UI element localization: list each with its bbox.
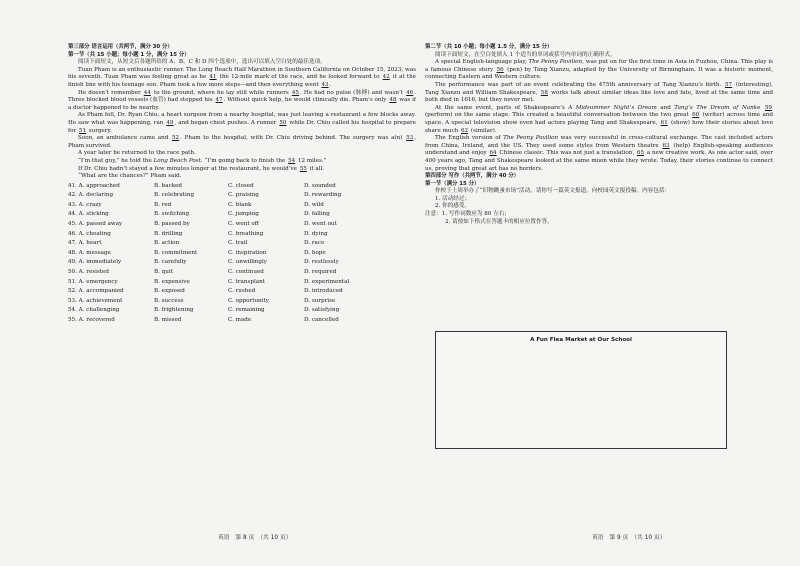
blank-54[interactable]: 54 (288, 157, 296, 164)
option-row (68, 278, 416, 288)
text-run: (perform) on the same stage. This created a beautiful conversation between the two great (425, 112, 692, 119)
text-run: was very successful in cross-cultural exchange. The cast included actors from China, Ireland, and the US. They used some styles from Western theatre (425, 135, 773, 149)
answer-option[interactable]: D. experimental (304, 278, 350, 285)
blank-43[interactable]: 43 (321, 81, 329, 88)
writing-section-title: 第一节（满分 15 分） (425, 180, 480, 187)
answer-option[interactable]: B. commitment (154, 249, 198, 256)
text-run: (writer) across time and space. A special television show even had actors playing Tang and Shakespeare, (425, 112, 773, 126)
section2-title: 第二节（共 10 小题；每小题 1.5 分，满分 15 分） (425, 44, 553, 50)
writing-note: 2. 请按如下格式在答题卡的相应位置作答。 (445, 218, 553, 225)
answer-option[interactable]: D. wild (304, 201, 324, 208)
answer-option[interactable]: 48. A. message (68, 249, 111, 256)
text-run: and (656, 104, 675, 111)
answer-option[interactable]: B. frightening (154, 307, 194, 314)
text-run: The Peony Pavilion (503, 135, 559, 142)
answer-option[interactable]: D. sounded (304, 182, 336, 189)
answer-option[interactable]: B. celebrating (154, 192, 195, 199)
left-page (68, 44, 416, 326)
blank-59[interactable]: 59 (764, 104, 772, 111)
blank-45[interactable]: 45 (291, 89, 299, 96)
answer-option[interactable]: D. falling (304, 211, 330, 218)
option-row (68, 306, 416, 316)
option-row (68, 230, 416, 240)
answer-option[interactable]: C. trail (228, 240, 248, 247)
answer-option[interactable]: 55. A. recovered (68, 317, 115, 323)
option-row (68, 220, 416, 230)
text-run: If Dr. Chiu hadn’t stayed a few minutes longer at the restaurant, he would’ve (78, 165, 299, 172)
text-run: The Peony Pavilion (528, 59, 583, 66)
option-row (68, 258, 416, 268)
text-run: 1. 写作词数应为 80 左右； (441, 211, 510, 218)
option-row (68, 297, 416, 307)
text-run: A special English-language play, (435, 59, 529, 66)
answer-option[interactable]: C. blank (228, 201, 252, 208)
blank-50[interactable]: 50 (279, 119, 287, 126)
answer-option[interactable]: B. carefully (154, 259, 187, 266)
answer-option[interactable]: C. unwillingly (228, 259, 267, 266)
text-run: (show) how their stories about love share much (425, 119, 773, 134)
answer-option[interactable]: 52. A. accompanied (68, 288, 124, 295)
text-run: (pen) by Tang Xianzu, adapted by the University of Birmingham. It was a historic moment, connecting Eastern and Western culture. (425, 66, 773, 81)
option-row (68, 210, 416, 220)
options-list (68, 182, 416, 326)
answer-option[interactable]: B. exposed (154, 288, 185, 295)
text-run: The English version of (435, 135, 504, 142)
part3-title: 第三部分 语言运用（共两节，满分 30 分） (68, 44, 173, 50)
answer-option[interactable]: 43. A. crazy (68, 201, 102, 208)
blank-49[interactable]: 49 (166, 119, 174, 126)
text-run: . Pham survived. (68, 135, 416, 149)
text-run: Soon, an ambulance came and (78, 135, 171, 142)
answer-option[interactable]: D. required (304, 269, 337, 276)
answer-option[interactable]: D. race (304, 240, 325, 247)
text-run: to the ground, where he lay still while runners (151, 89, 291, 96)
passage-paragraph (425, 105, 773, 135)
passage-paragraph (68, 67, 416, 90)
right-page (425, 44, 773, 226)
option-row (68, 268, 416, 278)
text-run: “I’m that guy,” he told the (78, 157, 154, 164)
answer-option[interactable]: C. praising (228, 192, 259, 199)
text-run: 注意： (425, 211, 442, 218)
answer-option[interactable]: C. made (228, 317, 252, 323)
option-row (68, 201, 416, 211)
answer-option[interactable]: 44. A. sticking (68, 211, 109, 218)
answer-option[interactable]: C. remaining (228, 307, 265, 314)
answer-option[interactable]: C. jumping (228, 211, 259, 218)
text-run: works talk about similar ideas like love and fate, lived at the same time and both died in 1616, but they never met. (425, 89, 774, 104)
answer-option[interactable]: C. closed (228, 182, 254, 189)
writing-point: 2. 你的感受。 (435, 203, 471, 210)
answer-option[interactable]: D. went out (304, 221, 337, 228)
passage-paragraph (68, 135, 416, 150)
answer-option[interactable]: B. quit (154, 269, 173, 276)
text-run: was if a doctor happened to be nearby. (68, 97, 416, 111)
blank-60[interactable]: 60 (692, 112, 700, 119)
passage-paragraph: A year later he returned to the race path. (78, 150, 196, 157)
blank-65[interactable]: 65 (636, 150, 645, 157)
blank-64[interactable]: 64 (489, 150, 497, 157)
answer-option[interactable]: B. missed (154, 317, 182, 323)
passage-paragraph: “What are the chances?” Pham said. (78, 173, 182, 180)
answer-option[interactable]: D. surprise (304, 297, 336, 304)
text-run: 12 miles.” (296, 157, 327, 164)
blank-53[interactable]: 53 (406, 135, 414, 142)
answer-option[interactable]: B. success (154, 297, 184, 304)
text-run: Long Beach Post (153, 157, 201, 164)
passage-paragraph (425, 59, 773, 82)
grammar-instruction: 阅读下面短文，在空白处填入 1 个适当的单词或括号内单词的正确形式。 (435, 51, 616, 58)
answer-option[interactable]: 49. A. immediately (68, 259, 122, 266)
writing-prompt: 你校于上周举办了“旧物跳蚤市场”活动。请你写一篇英文报道，向校园英文报投稿。内容包括： (435, 188, 671, 195)
essay-answer-box[interactable] (435, 331, 727, 449)
answer-option[interactable]: B. switching (154, 211, 190, 218)
text-run: it at the finish line with his teenage son. Pham took a few more steps—and then everything went (68, 74, 416, 88)
text-run: A Midsummer Night’s Dream (568, 104, 657, 111)
text-run: , was put on for the first time in Asia in Fuzhou, China. This play is a famous Chinese story (425, 59, 773, 73)
option-row (68, 316, 416, 326)
option-row (68, 191, 416, 201)
answer-option[interactable]: 45. A. passed away (68, 221, 123, 228)
text-run: Tang’s The Dream of Nanke (674, 104, 761, 111)
text-run: surgery. (87, 127, 112, 134)
answer-option[interactable]: 51. A. emergency (68, 278, 118, 285)
blank-62[interactable]: 62 (461, 127, 469, 134)
answer-option[interactable]: D. cancelled (304, 317, 339, 323)
passage-paragraph (425, 82, 773, 105)
text-run: . Three blocked blood vessels (血管) had stopped his (68, 89, 417, 104)
answer-option[interactable]: D. satisfying (304, 307, 340, 314)
answer-option[interactable]: C. rushed (228, 288, 256, 295)
text-run: Tuan Pham is an enthusiastic runner. The Long Beach Half Marathon in Southern California on October 15, 2023, was his seventh. Tuan Pham was feeling great as he (68, 66, 416, 81)
blank-52[interactable]: 52 (171, 135, 180, 142)
answer-option[interactable]: 50. A. resisted (68, 269, 109, 276)
blank-48[interactable]: 48 (389, 97, 397, 104)
writing-point: 1. 活动经过； (435, 195, 471, 202)
passage-paragraph (425, 135, 773, 173)
option-row (68, 249, 416, 259)
blank-42[interactable]: 42 (382, 74, 390, 81)
answer-option[interactable]: B. red (154, 201, 172, 208)
text-run: , and began chest pushes. A runner (174, 119, 279, 126)
answer-option[interactable]: B. backed (154, 182, 182, 189)
part4-title: 第四部分 写作（共两节，满分 40 分） (425, 173, 519, 180)
answer-option[interactable]: 46. A. cheating (68, 230, 111, 237)
passage-paragraph (68, 112, 416, 135)
blank-41[interactable]: 41 (209, 74, 217, 81)
answer-option[interactable]: D. dying (304, 230, 328, 237)
answer-option[interactable]: 42. A. declaring (68, 192, 114, 199)
answer-option[interactable]: B. drilling (154, 230, 183, 237)
cloze-instruction: 阅读下面短文，从短文后各题所给的 A、B、C 和 D 四个选项中，选出可以填入空白处的最佳选项。 (78, 59, 326, 66)
text-run: . (329, 81, 332, 88)
blank-56[interactable]: 56 (496, 66, 504, 73)
answer-option[interactable]: 53. A. achievement (68, 297, 123, 304)
answer-option[interactable]: 41. A. approached (68, 182, 120, 189)
text-run: (interesting), Tang Xianzu and William Shakespeare, (425, 81, 773, 96)
text-run: As Pham fell, Dr. Ryan Chiu, a heart surgeon from a nearby hospital, was just leaving a restaurant a few blocks away. He saw what was happening, ran (68, 112, 416, 126)
answer-option[interactable]: D. rewarding (304, 192, 342, 199)
text-run: . “I’m going back to finish the (200, 157, 288, 164)
passage-paragraph (68, 166, 416, 174)
text-run: . Pham to the hospital, with Dr. Chiu driving behind. The surgery was a(n) (180, 135, 406, 142)
blank-58[interactable]: 58 (540, 89, 548, 96)
writing-note (425, 211, 773, 219)
answer-option[interactable]: C. inspiration (228, 249, 267, 256)
answer-option[interactable]: C. continued (228, 269, 264, 276)
blank-44[interactable]: 44 (143, 89, 151, 96)
passage-paragraph (68, 158, 416, 166)
text-run: (help) English-speaking audiences understand and enjoy (425, 142, 773, 157)
answer-option[interactable]: D. introduced (304, 288, 343, 295)
section1-title: 第一节（共 15 小题；每小题 1 分，满分 15 分） (68, 51, 190, 58)
option-row (68, 182, 416, 192)
blank-57[interactable]: 57 (724, 81, 733, 88)
page-footer: 英语 第 8 页 （共 10 页） (218, 535, 292, 541)
page-footer: 英语 第 9 页 （共 10 页） (592, 535, 666, 541)
answer-option[interactable]: B. action (154, 240, 180, 247)
text-run: while Dr. Chiu called his hospital to prepare for (68, 119, 416, 134)
answer-option[interactable]: C. opportunity (228, 297, 269, 304)
text-run: At the same event, parts of Shakespeare’s (435, 104, 569, 111)
blank-46[interactable]: 46 (406, 89, 414, 96)
answer-option[interactable]: B. expensive (154, 278, 190, 285)
text-run: the 12-mile mark of the race, and he looked forward to (217, 74, 382, 81)
answer-option[interactable]: D. restlessly (304, 259, 339, 266)
text-run: a new creative work. As one actor said, over 400 years ago, Tang and Shakespeare looked at the same moon while they wrote. Today, their stories continue to connect us, proving that great art has no borders. (425, 150, 774, 172)
answer-option[interactable]: C. breathing (228, 230, 264, 237)
blank-47[interactable]: 47 (215, 97, 223, 104)
blank-55[interactable]: 55 (299, 165, 307, 172)
blank-51[interactable]: 51 (78, 127, 87, 134)
answer-option[interactable]: C. went off (228, 221, 259, 228)
blank-61[interactable]: 61 (660, 119, 668, 126)
answer-option[interactable]: C. transplant (228, 278, 265, 285)
answer-option[interactable]: D. hope (304, 249, 326, 256)
option-row (68, 287, 416, 297)
text-run: The performance was part of an event celebrating the 475th anniversary of Tang Xianzu’s birth. (435, 81, 724, 88)
text-run: He doesn’t remember (78, 89, 143, 96)
answer-option[interactable]: 54. A. challenging (68, 307, 120, 314)
text-run: . He had no pulse (脉搏) and wasn’t (299, 89, 406, 96)
option-row (68, 239, 416, 249)
passage-paragraph (68, 90, 416, 113)
text-run: . Without quick help, he would clinically die. Pham’s only (223, 97, 389, 104)
answer-option[interactable]: 47. A. heart (68, 240, 102, 247)
text-run: Chinese classic. This was not just a translation, (497, 150, 636, 157)
text-run: it all. (307, 165, 325, 172)
essay-title: A Fun Flea Market at Our School (530, 337, 632, 343)
blank-63[interactable]: 63 (662, 142, 670, 149)
answer-option[interactable]: B. passed by (154, 221, 190, 228)
text-run: (similar). (469, 127, 497, 134)
